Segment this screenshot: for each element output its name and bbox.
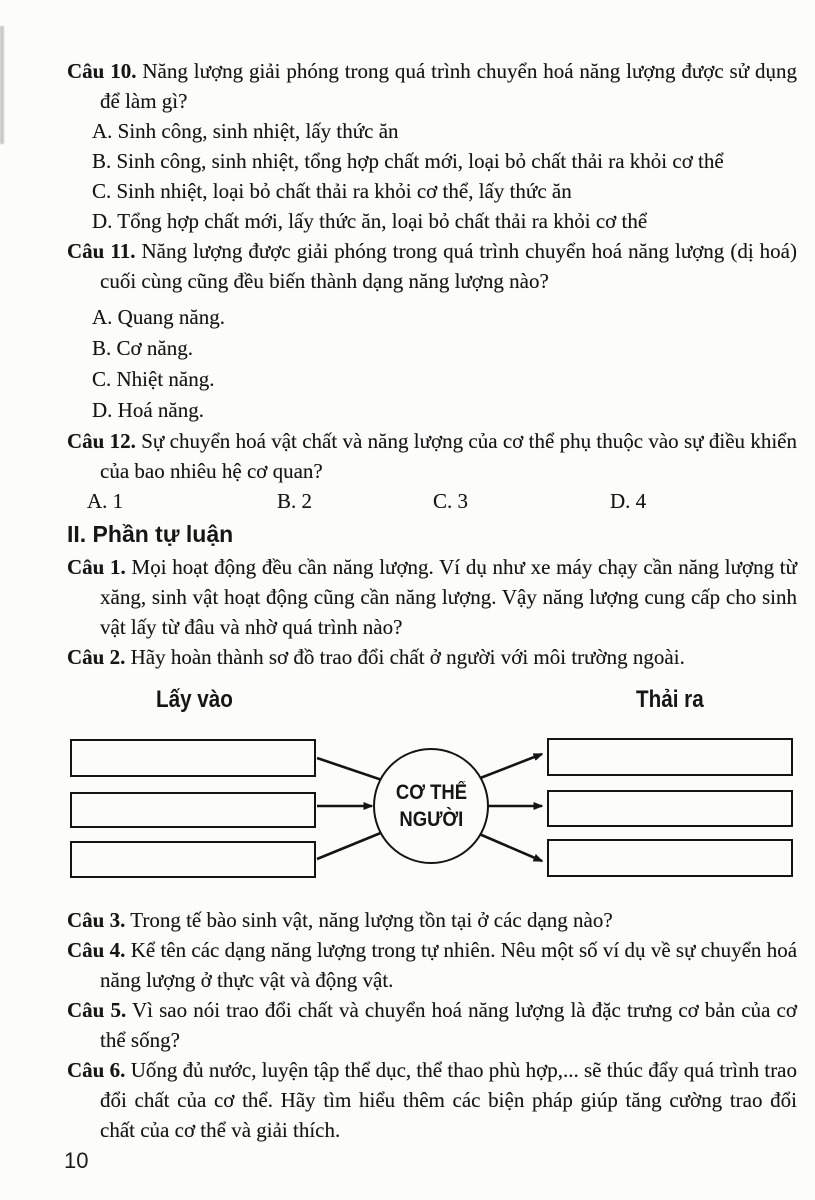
- essay-question-2: [67, 642, 797, 672]
- option-a: A. 1: [87, 489, 124, 513]
- essay-question-2-text: Hãy hoàn thành sơ đồ trao đổi chất ở người với môi trường ngoài.: [130, 645, 685, 669]
- essay-question-6-label: Câu 6.: [67, 1058, 126, 1082]
- essay-question-1-text: Mọi hoạt động đều cần năng lượng. Ví dụ như xe máy chạy cần năng lượng từ xăng, sinh vật hoạt động cũng cần năng lượng. Vậy năng lượng cung cấp cho sinh vật lấy từ đâu và nhờ quá trình nào?: [100, 555, 798, 639]
- option-b: B. Sinh công, sinh nhiệt, tổng hợp chất mới, loại bỏ chất thải ra khỏi cơ thể: [92, 149, 724, 173]
- option-d: D. Tổng hợp chất mới, lấy thức ăn, loại bỏ chất thải ra khỏi cơ thể: [92, 209, 648, 233]
- essay-question-4-text: Kể tên các dạng năng lượng trong tự nhiên. Nêu một số ví dụ về sự chuyển hoá năng lượng ở thực vật và động vật.: [100, 938, 798, 992]
- diagram-intake-label: Lấy vào: [156, 686, 233, 713]
- option-d: D. Hoá năng.: [92, 398, 204, 422]
- essay-question-1-label: Câu 1.: [67, 555, 126, 579]
- essay-question-5-text: Vì sao nói trao đổi chất và chuyển hoá năng lượng là đặc trưng cơ bản của cơ thể sống?: [100, 998, 797, 1052]
- question-10-text: Năng lượng giải phóng trong quá trình chuyển hoá năng lượng được sử dụng để làm gì?: [100, 59, 797, 113]
- question-12-options: [67, 486, 797, 516]
- question-11: [67, 236, 797, 296]
- question-11-options: [67, 302, 797, 426]
- scan-edge-artifact: [0, 26, 4, 144]
- essay-question-6: [67, 1055, 797, 1145]
- diagram-excrete-label: Thải ra: [636, 686, 704, 713]
- question-10: [67, 56, 797, 116]
- option-c: C. Nhiệt năng.: [92, 367, 215, 391]
- option-c: C. Sinh nhiệt, loại bỏ chất thải ra khỏi cơ thể, lấy thức ăn: [92, 179, 572, 203]
- arrow-intake-3: [317, 830, 388, 859]
- essay-question-5: [67, 995, 797, 1055]
- body-circle-line1: CƠ THỂ: [395, 781, 467, 804]
- page-number: 10: [64, 1148, 89, 1173]
- body-circle-line2: NGƯỜI: [399, 808, 463, 831]
- question-12-label: Câu 12.: [67, 429, 136, 453]
- question-10-options: [67, 116, 797, 236]
- metabolism-exchange-diagram: [0, 682, 815, 898]
- question-11-text: Năng lượng được giải phóng trong quá trình chuyển hoá năng lượng (dị hoá) cuối cùng cũng đều biến thành dạng năng lượng nào?: [100, 239, 798, 293]
- essay-question-4: [67, 935, 797, 995]
- option-c: C. 3: [433, 489, 469, 513]
- option-d: D. 4: [610, 489, 647, 513]
- page-content: [67, 56, 797, 1145]
- option-a: A. Quang năng.: [92, 305, 225, 329]
- essay-question-4-label: Câu 4.: [67, 938, 126, 962]
- question-11-label: Câu 11.: [67, 239, 136, 263]
- arrow-intake-1: [317, 758, 388, 782]
- essay-question-1: [67, 552, 797, 642]
- option-b: B. 2: [277, 489, 313, 513]
- question-10-label: Câu 10.: [67, 59, 137, 83]
- essay-question-3-label: Câu 3.: [67, 908, 126, 932]
- question-12: [67, 426, 797, 486]
- option-a: A. Sinh công, sinh nhiệt, lấy thức ăn: [92, 119, 399, 143]
- essay-question-2-label: Câu 2.: [67, 645, 126, 669]
- essay-question-6-text: Uống đủ nước, luyện tập thể dục, thể thao phù hợp,... sẽ thúc đẩy quá trình trao đổi chất của cơ thể. Hãy tìm hiểu thêm các biện pháp giúp tăng cường trao đổi chất của cơ thể và giải thích.: [100, 1058, 798, 1142]
- essay-question-5-label: Câu 5.: [67, 998, 127, 1022]
- human-body-circle: [373, 748, 489, 864]
- option-b: B. Cơ năng.: [92, 336, 193, 360]
- essay-question-3-text: Trong tế bào sinh vật, năng lượng tồn tại ở các dạng nào?: [130, 908, 613, 932]
- question-12-text: Sự chuyển hoá vật chất và năng lượng của cơ thể phụ thuộc vào sự điều khiển của bao nhiêu hệ cơ quan?: [100, 429, 798, 483]
- essay-question-3: [67, 905, 797, 935]
- essay-section-heading: II. Phần tự luận: [67, 521, 234, 547]
